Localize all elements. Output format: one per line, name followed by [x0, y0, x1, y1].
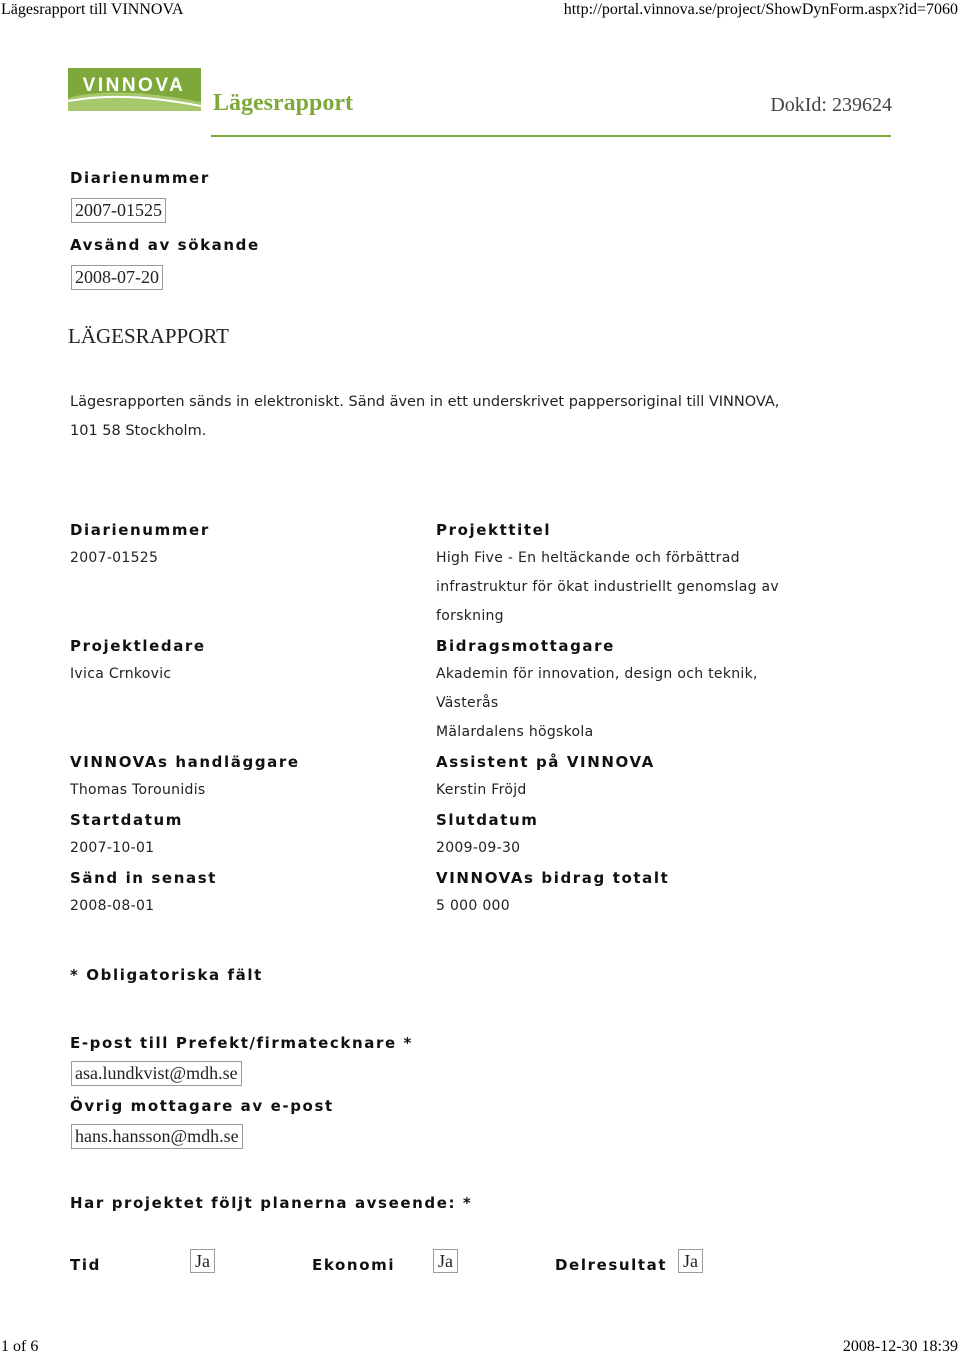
bidragsmottagare-label: Bidragsmottagare	[436, 637, 615, 655]
ovrig-email-field[interactable]: hans.hansson@mdh.se	[71, 1124, 243, 1149]
bidrag-totalt-value: 5 000 000	[436, 898, 510, 914]
projektledare-label: Projektledare	[70, 637, 206, 655]
projektledare-value: Ivica Crnkovic	[70, 666, 172, 682]
handlaggare-value: Thomas Torounidis	[70, 782, 206, 798]
ekonomi-label: Ekonomi	[312, 1256, 396, 1274]
intro-line-2: 101 58 Stockholm.	[70, 423, 207, 439]
intro-line-1: Lägesrapporten sänds in elektroniskt. Sänd även in ett underskrivet pappersoriginal till VINNOVA,	[70, 394, 780, 410]
slutdatum-label: Slutdatum	[436, 811, 539, 829]
svg-text:VINNOVA: VINNOVA	[82, 75, 186, 96]
assistent-value: Kerstin Fröjd	[436, 782, 527, 798]
projekttitel-line-2: infrastruktur för ökat industriellt genomslag av	[436, 579, 779, 595]
dok-id: DokId: 239624	[770, 94, 892, 116]
print-header-url: http://portal.vinnova.se/project/ShowDynForm.aspx?id=7060	[563, 1, 958, 18]
info-diarienummer-label: Diarienummer	[70, 521, 210, 539]
plans-question: Har projektet följt planerna avseende: *	[70, 1194, 473, 1212]
slutdatum-value: 2009-09-30	[436, 840, 521, 856]
projekttitel-line-3: forskning	[436, 608, 504, 624]
vinnova-logo	[68, 68, 201, 111]
diarienummer-label: Diarienummer	[70, 169, 210, 187]
print-footer-page: 1 of 6	[1, 1338, 39, 1355]
sand-in-senast-label: Sänd in senast	[70, 869, 218, 887]
vinnova-logo-graphic	[68, 68, 201, 111]
handlaggare-label: VINNOVAs handläggare	[70, 753, 300, 771]
info-diarienummer-value: 2007-01525	[70, 550, 159, 566]
ovrig-email-label: Övrig mottagare av e-post	[70, 1097, 334, 1115]
avsand-field[interactable]: 2008-07-20	[71, 265, 163, 290]
projekttitel-label: Projekttitel	[436, 521, 552, 539]
bidrag-totalt-label: VINNOVAs bidrag totalt	[436, 869, 670, 887]
bidragsmottagare-line-3: Mälardalens högskola	[436, 724, 594, 740]
assistent-label: Assistent på VINNOVA	[436, 753, 655, 771]
avsand-label: Avsänd av sökande	[70, 236, 260, 254]
print-header-title: Lägesrapport till VINNOVA	[1, 1, 184, 18]
title-divider	[211, 135, 891, 137]
bidragsmottagare-line-2: Västerås	[436, 695, 499, 711]
prefekt-email-field[interactable]: asa.lundkvist@mdh.se	[71, 1061, 242, 1086]
startdatum-label: Startdatum	[70, 811, 184, 829]
startdatum-value: 2007-10-01	[70, 840, 155, 856]
doc-title: Lägesrapport	[213, 90, 353, 116]
print-footer-timestamp: 2008-12-30 18:39	[842, 1338, 958, 1355]
delresultat-label: Delresultat	[555, 1256, 668, 1274]
tid-field[interactable]: Ja	[190, 1249, 215, 1273]
section-title: LÄGESRAPPORT	[68, 324, 229, 348]
prefekt-email-label: E-post till Prefekt/firmatecknare *	[70, 1034, 414, 1052]
ekonomi-field[interactable]: Ja	[433, 1249, 458, 1273]
bidragsmottagare-line-1: Akademin för innovation, design och teknik,	[436, 666, 758, 682]
delresultat-field[interactable]: Ja	[678, 1249, 703, 1273]
projekttitel-line-1: High Five - En heltäckande och förbättrad	[436, 550, 740, 566]
tid-label: Tid	[70, 1256, 101, 1274]
obligatoriska-note: * Obligatoriska fält	[70, 966, 263, 984]
sand-in-senast-value: 2008-08-01	[70, 898, 155, 914]
diarienummer-field[interactable]: 2007-01525	[71, 198, 166, 223]
